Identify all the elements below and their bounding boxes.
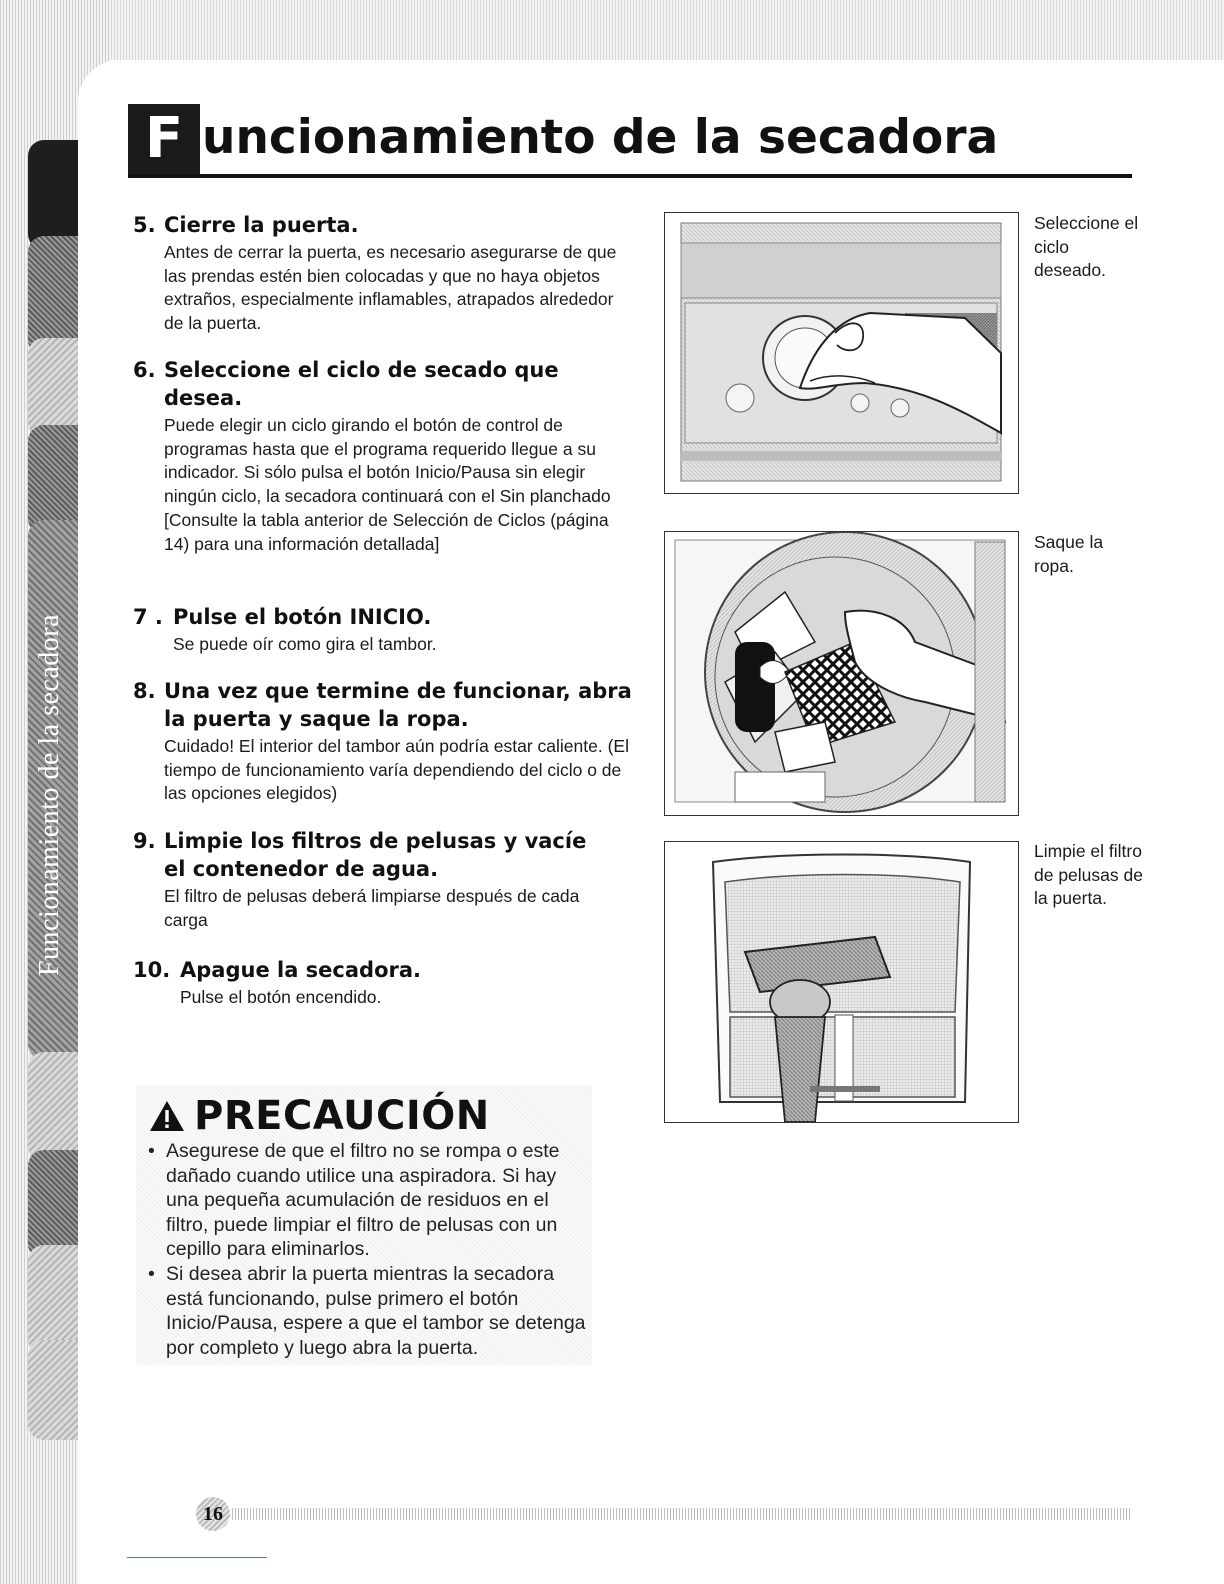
caution-title-text: PRECAUCIÓN [194, 1093, 490, 1139]
step-7 [133, 603, 633, 657]
step-heading: 10. Apague la secadora. [133, 958, 421, 982]
page-top-texture [0, 0, 1224, 60]
page-title [128, 104, 1132, 178]
chapter-tab[interactable] [28, 1340, 80, 1440]
step-body: Se puede oír como gira el tambor. [173, 634, 437, 654]
step-heading: 7 . Pulse el botón INICIO. [133, 605, 432, 629]
step-heading: 8. Una vez que termine de funcionar, abra la puerta y saque la ropa. [133, 679, 632, 731]
footer-underline [127, 1557, 267, 1558]
step-10 [133, 956, 633, 1010]
step-note: [Consulte la tabla anterior de Selección de Ciclos (página 14) para una información detallada] [164, 509, 609, 554]
page-number: 16 [196, 1497, 230, 1531]
step-8 [133, 677, 633, 806]
step-heading: 5. Cierre la puerta. [133, 213, 359, 237]
figure-caption: Saque la ropa. [1034, 532, 1104, 576]
chapter-tab[interactable] [28, 425, 80, 535]
lint-filter-illustration [664, 841, 1019, 1123]
control-dial-illustration [664, 212, 1019, 494]
chapter-tab[interactable] [28, 1150, 80, 1260]
figure-caption: Seleccione el ciclo deseado. [1034, 213, 1139, 281]
chapter-tab[interactable] [28, 1245, 80, 1355]
step-body: Antes de cerrar la puerta, es necesario asegurarse de que las prendas estén bien colocadas y que no haya objetos extraños, especialmente inflamables, atrapados alrededor de la puerta. [164, 242, 617, 334]
caution-list [146, 1139, 586, 1360]
title-initial: F [128, 104, 200, 174]
side-tab-label [24, 585, 76, 1005]
caution-box [136, 1085, 592, 1365]
title-underline [128, 174, 1132, 178]
step-body: Pulse el botón encendido. [180, 987, 382, 1007]
chapter-tab[interactable] [28, 338, 80, 438]
step-heading: 9. Limpie los filtros de pelusas y vacíe el contenedor de agua. [133, 829, 587, 881]
step-body: Puede elegir un ciclo girando el botón de control de programas hasta que el programa requerido llegue a su indicador. Si sólo pulsa el botón Inicio/Pausa sin elegir ningún ciclo, la secadora continuará con el Sin planchado [164, 415, 611, 507]
side-tab-text: Funcionamiento de la secadora [34, 613, 66, 977]
caution-title [148, 1089, 490, 1143]
warning-triangle-icon [148, 1099, 186, 1133]
step-6 [133, 356, 623, 556]
step-body: El filtro de pelusas deberá limpiarse después de cada carga [164, 886, 580, 930]
caution-item: • Asegurese de que el filtro no se rompa o este dañado cuando utilice una aspiradora. Si hay una pequeña acumulación de residuos en el filtro, puede limpiar el filtro de pelusas con un cepillo para eliminarlos. [148, 1140, 560, 1261]
step-body: Cuidado! El interior del tambor aún podría estar caliente. (El tiempo de funcionamiento varía dependiendo del ciclo o de las opciones elegidos) [164, 736, 629, 804]
caution-item: • Si desea abrir la puerta mientras la secadora está funcionando, pulse primero el botón Inicio/Pausa, espere a que el tambor se detenga por completo y luego abra la puerta. [148, 1262, 586, 1359]
step-heading: 6. Seleccione el ciclo de secado que desea. [133, 358, 559, 410]
chapter-tab[interactable] [28, 140, 80, 250]
step-5 [133, 211, 633, 336]
title-text: uncionamiento de la secadora [202, 110, 999, 165]
step-9 [133, 827, 603, 932]
figure-caption: Limpie el filtro de pelusas de la puerta. [1034, 841, 1143, 909]
footer-rule [232, 1508, 1132, 1520]
chapter-tab[interactable] [28, 1052, 80, 1162]
drum-laundry-illustration [664, 531, 1019, 816]
